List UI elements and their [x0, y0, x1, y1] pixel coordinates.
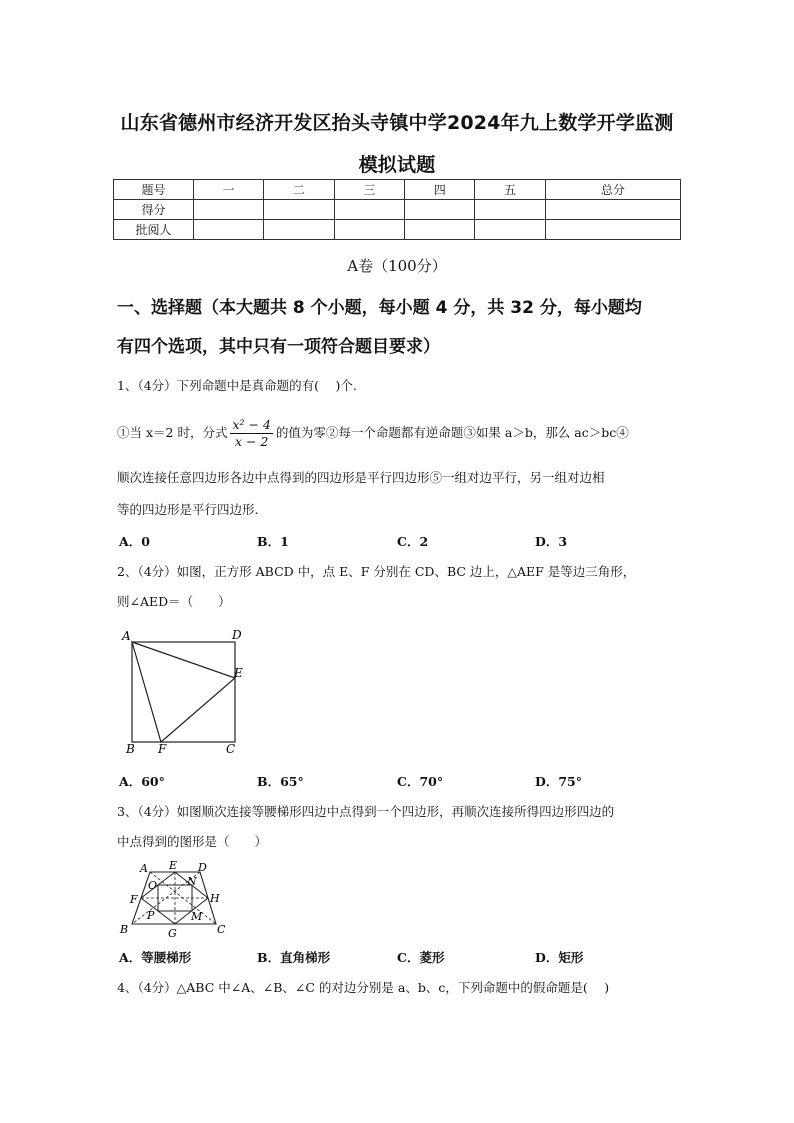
point-label-f: F — [130, 893, 138, 906]
point-label-d: D — [198, 861, 207, 874]
q2-option-c: C．70° — [397, 774, 444, 789]
score-cell — [264, 220, 334, 240]
q1-fraction — [230, 417, 272, 450]
q1-option-b: B．1 — [257, 534, 289, 549]
q3-line1: 3、（4分）如图顺次连接等腰梯形四边中点得到一个四边形，再顺次连接所得四边形四边的 — [117, 804, 615, 819]
q1-option-c: C．2 — [397, 534, 429, 549]
point-label-a: A — [122, 629, 131, 643]
point-label-e: E — [234, 666, 243, 680]
point-label-a: A — [140, 862, 148, 875]
score-row-label: 得分 — [114, 200, 194, 220]
point-label-e: E — [169, 859, 178, 872]
score-header-cell: 四 — [405, 180, 475, 200]
score-cell — [334, 220, 404, 240]
q2-line1: 2、（4分）如图，正方形 ABCD 中，点 E、F 分别在 CD、BC 边上，△AEF 是等边三角形， — [117, 564, 636, 579]
point-label-d: D — [232, 628, 242, 642]
point-label-f: F — [158, 742, 167, 756]
score-header-cell: 题号 — [114, 180, 194, 200]
point-label-p: P — [147, 909, 155, 922]
q1-line-c: 等的四边形是平行四边形. — [117, 502, 259, 517]
score-cell — [405, 220, 475, 240]
score-cell — [475, 220, 545, 240]
score-cell — [545, 220, 680, 240]
q1-stem: 1、（4分）下列命题中是真命题的有( )个. — [117, 378, 357, 393]
point-label-o: O — [148, 879, 158, 892]
q3-option-a: A．等腰梯形 — [119, 950, 192, 965]
q3-option-c: C．菱形 — [397, 950, 445, 965]
score-table-row — [114, 220, 681, 240]
score-header-cell: 一 — [194, 180, 264, 200]
point-label-n: N — [187, 875, 197, 888]
score-header-cell: 二 — [264, 180, 334, 200]
score-cell — [194, 200, 264, 220]
score-table-row — [114, 200, 681, 220]
point-label-b: B — [126, 742, 135, 756]
q3-option-d: D．矩形 — [535, 950, 584, 965]
q2-option-a: A．60° — [119, 774, 165, 789]
q1-line-b: 顺次连接任意四边形各边中点得到的四边形是平行四边形⑤一组对边平行，另一组对边相 — [117, 470, 605, 485]
triangle-aef — [132, 642, 235, 742]
score-header-cell: 总分 — [545, 180, 680, 200]
q1-line-a — [117, 413, 692, 453]
score-cell — [545, 200, 680, 220]
score-cell — [334, 200, 404, 220]
score-header-cell: 三 — [334, 180, 404, 200]
q1-option-a: A．0 — [119, 534, 150, 549]
q4-line1: 4、（4分）△ABC 中∠A、∠B、∠C 的对边分别是 a、b、c，下列命题中的假命题是( ) — [117, 980, 610, 995]
q2-option-d: D．75° — [535, 774, 582, 789]
q2-square-figure — [118, 625, 258, 760]
q1-option-d: D．3 — [535, 534, 568, 549]
score-table-header-row — [114, 180, 681, 200]
score-cell — [475, 200, 545, 220]
score-cell — [194, 220, 264, 240]
section-a-heading: A卷（100分） — [347, 257, 447, 275]
point-label-c: C — [217, 923, 226, 936]
section1-heading-line2: 有四个选项，其中只有一项符合题目要求） — [117, 337, 440, 357]
section1-heading-line1: 一、选择题（本大题共 8 个小题，每小题 4 分，共 32 分，每小题均 — [117, 298, 642, 318]
q1-line-a-pre: ①当 x＝2 时，分式 — [117, 425, 228, 440]
score-cell — [264, 200, 334, 220]
score-cell — [405, 200, 475, 220]
score-table — [113, 179, 681, 240]
q1-line-a-post: 的值为零②每一个命题都有逆命题③如果 a＞b，那么 ac＞bc④ — [275, 425, 629, 440]
q3-line2: 中点得到的图形是（ ） — [117, 834, 268, 849]
point-label-g: G — [168, 927, 177, 938]
point-label-m: M — [191, 910, 203, 923]
score-header-cell: 五 — [475, 180, 545, 200]
page-title-line2: 模拟试题 — [358, 154, 436, 176]
q1-fraction-denominator: x − 2 — [234, 434, 269, 449]
q3-option-b: B．直角梯形 — [257, 950, 331, 965]
point-label-b: B — [120, 923, 129, 936]
q2-option-b: B．65° — [257, 774, 304, 789]
point-label-h: H — [210, 892, 220, 905]
score-row-label: 批阅人 — [114, 220, 194, 240]
q3-trapezoid-figure — [118, 858, 233, 938]
point-label-c: C — [226, 742, 236, 756]
q2-line2: 则∠AED＝（ ） — [117, 594, 231, 609]
q1-fraction-numerator: x² − 4 — [232, 417, 271, 432]
page-title-line1: 山东省德州市经济开发区抬头寺镇中学2024年九上数学开学监测 — [120, 112, 674, 134]
